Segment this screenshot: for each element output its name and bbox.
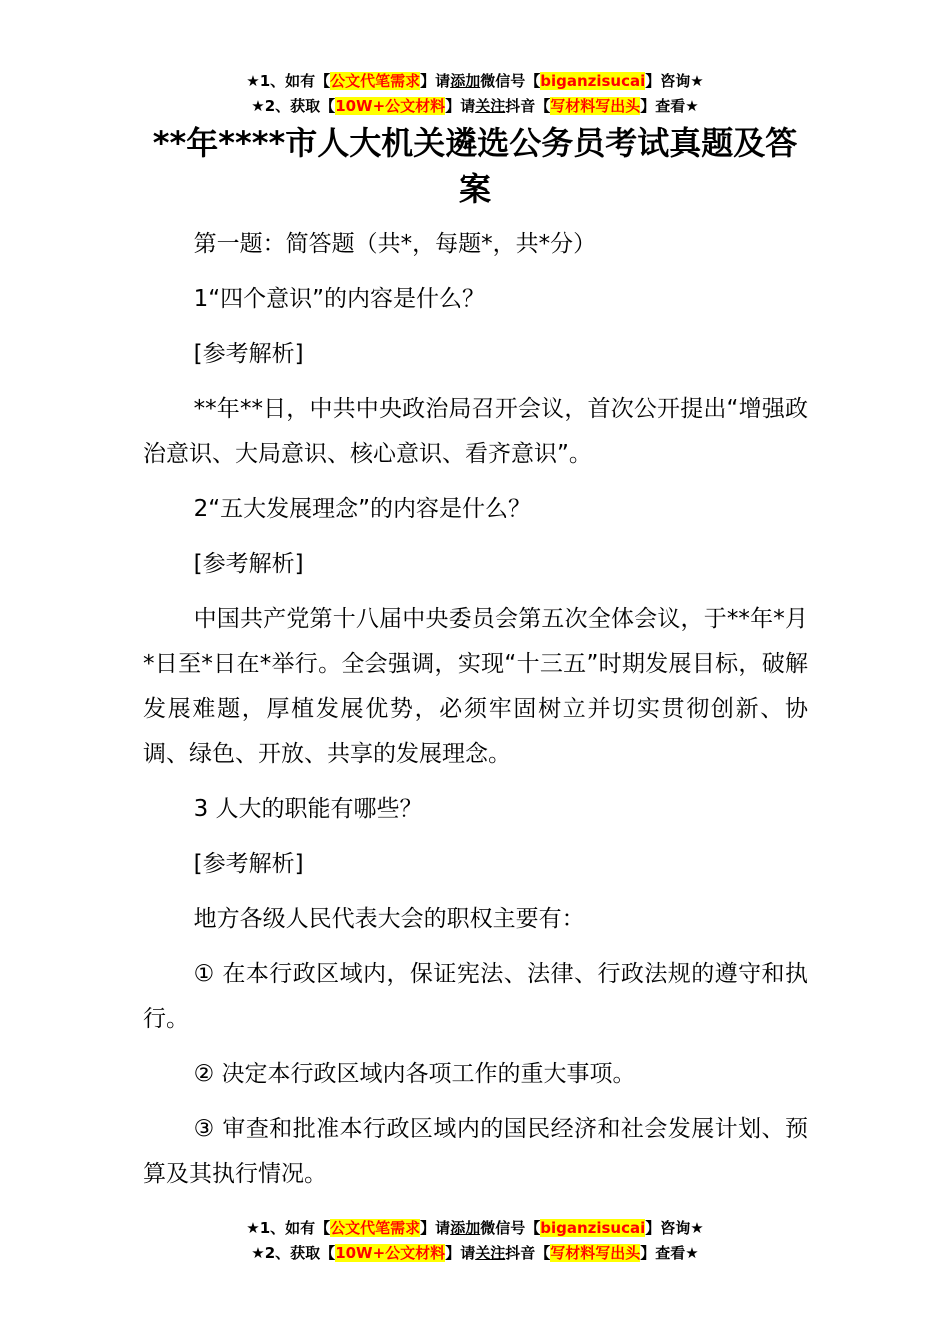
banner-text: 】查看★ xyxy=(640,1244,699,1262)
banner-text: 抖音【 xyxy=(505,1244,551,1262)
banner-underline: 添加 xyxy=(450,1219,481,1237)
banner-highlight: biganzisucai xyxy=(540,1219,646,1237)
banner-text: ★2、获取【 xyxy=(251,1244,336,1262)
banner-text: 微信号【 xyxy=(480,1219,541,1237)
list-item: ① 在本行政区域内，保证宪法、法律、行政法规的遵守和执行。 xyxy=(143,961,808,1032)
banner-highlight: 公文代笔需求 xyxy=(330,72,421,90)
banner-text: 】咨询★ xyxy=(645,72,704,90)
answer-text: **年**日，中共中央政治局召开会议，首次公开提出“增强政治意识、大局意识、核心意识、看齐意识”。 xyxy=(143,396,808,467)
question: 1“四个意识”的内容是什么？ xyxy=(193,286,486,312)
banner-text: ★1、如有【 xyxy=(246,1219,331,1237)
banner-text: ★2、获取【 xyxy=(251,97,336,115)
banner-text: 】请 xyxy=(445,1244,476,1262)
banner-line-2 xyxy=(0,94,950,119)
banner-text: 微信号【 xyxy=(480,72,541,90)
bottom-banner xyxy=(0,1216,950,1266)
top-banner xyxy=(0,69,950,119)
banner-text: 抖音【 xyxy=(505,97,551,115)
banner-line-1 xyxy=(0,69,950,94)
banner-highlight: 公文代笔需求 xyxy=(330,1219,421,1237)
banner-line-2 xyxy=(0,1241,950,1266)
banner-text: 】查看★ xyxy=(640,97,699,115)
list-item: ③ 审查和批准本行政区域内的国民经济和社会发展计划、预算及其执行情况。 xyxy=(143,1116,808,1187)
banner-line-1 xyxy=(0,1216,950,1241)
banner-underline: 添加 xyxy=(450,72,481,90)
banner-highlight: 10W+公文材料 xyxy=(335,97,446,115)
banner-highlight: 写材料写出头 xyxy=(550,1244,641,1262)
section-heading: 第一题：简答题（共*，每题*，共*分） xyxy=(193,231,597,257)
banner-highlight: 10W+公文材料 xyxy=(335,1244,446,1262)
banner-text: 】请 xyxy=(420,72,451,90)
answer-text: 中国共产党第十八届中央委员会第五次全体会议，于**年*月*日至*日在*举行。全会强调，实现“十三五”时期发展目标，破解发展难题，厚植发展优势，必须牢固树立并切实贯彻创新、协调、绿色、开放、共享的发展理念。 xyxy=(143,606,808,767)
banner-text: 】请 xyxy=(420,1219,451,1237)
answer-text: 地方各级人民代表大会的职权主要有： xyxy=(193,906,585,932)
answer-label: [参考解析] xyxy=(193,551,304,577)
answer-label: [参考解析] xyxy=(193,341,304,367)
question: 3 人大的职能有哪些？ xyxy=(193,796,423,822)
banner-underline: 关注 xyxy=(475,97,506,115)
document-body xyxy=(143,222,808,1207)
banner-highlight: biganzisucai xyxy=(540,72,646,90)
banner-text: 】请 xyxy=(445,97,476,115)
answer-label: [参考解析] xyxy=(193,851,304,877)
banner-text: 】咨询★ xyxy=(645,1219,704,1237)
document-title: **年****市人大机关遴选公务员考试真题及答案 xyxy=(152,124,798,208)
banner-highlight: 写材料写出头 xyxy=(550,97,641,115)
list-item: ② 决定本行政区域内各项工作的重大事项。 xyxy=(193,1061,636,1087)
banner-text: ★1、如有【 xyxy=(246,72,331,90)
banner-underline: 关注 xyxy=(475,1244,506,1262)
question: 2“五大发展理念”的内容是什么？ xyxy=(193,496,532,522)
